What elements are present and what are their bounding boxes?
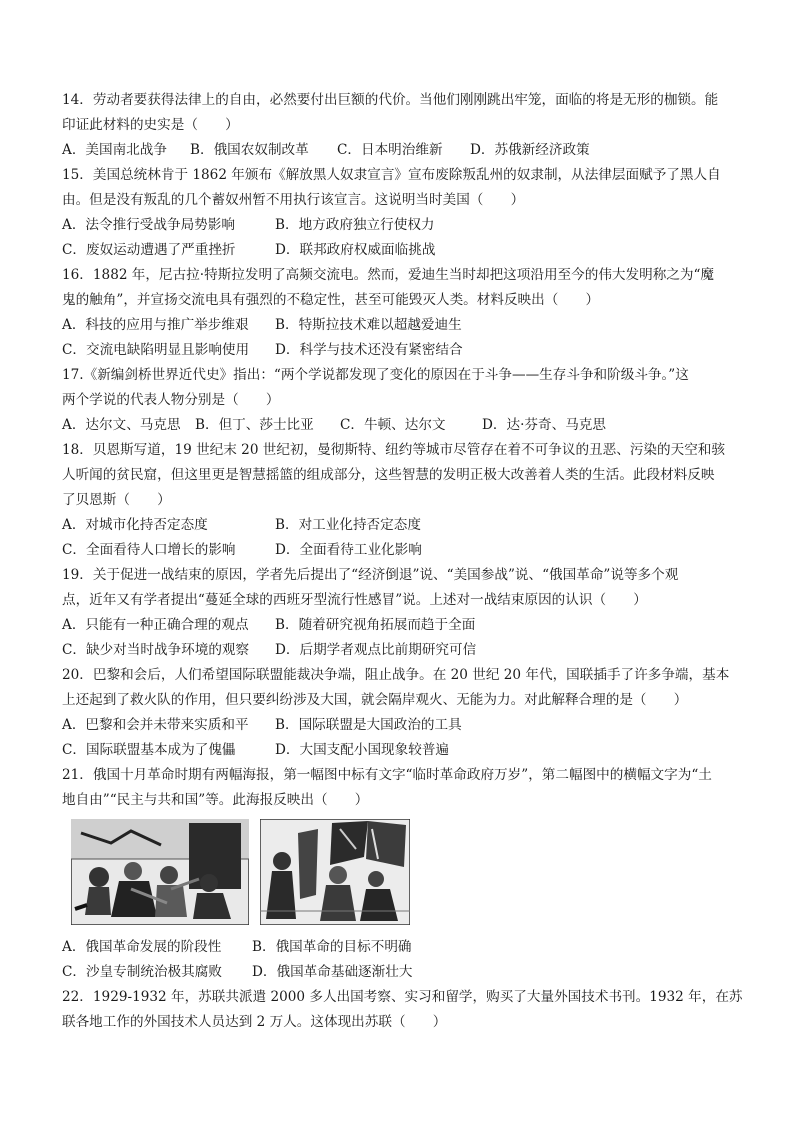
option-a[interactable]: A．对城市化持否定态度 xyxy=(62,517,208,533)
option-d[interactable]: D．全面看待工业化影响 xyxy=(275,542,422,558)
question-18-text: 18．贝恩斯写道，19 世纪末 20 世纪初，曼彻斯特、纽约等城市尽管存在着不可争议的丑恶、污染的天空和骇 xyxy=(62,442,725,458)
question-17-text: 17.《新编剑桥世界近代史》指出：“两个学说都发现了变化的原因在于斗争——生存斗争和阶级斗争。”这 xyxy=(62,367,689,383)
question-22-text: 联各地工作的外国技术人员达到 2 万人。这体现出苏联（ ） xyxy=(62,1014,447,1030)
question-20-text: 20．巴黎和会后，人们希望国际联盟能裁决争端，阻止战争。在 20 世纪 20 年代，国联插手了许多争端，基本 xyxy=(62,667,730,683)
question-21-text: 地自由”“民主与共和国”等。此海报反映出（ ） xyxy=(62,792,369,808)
question-18-text: 了贝恩斯（ ） xyxy=(62,492,171,508)
question-17 xyxy=(62,363,742,438)
option-d[interactable]: D．苏俄新经济政策 xyxy=(470,142,590,158)
question-19-text: 点，近年又有学者提出“蔓延全球的西班牙型流行性感冒”说。上述对一战结束原因的认识（ ） xyxy=(62,592,647,608)
question-21-text: 21．俄国十月革命时期有两幅海报，第一幅图中标有文字“临时革命政府万岁”，第二幅图中的横幅文字为“土 xyxy=(62,767,712,783)
question-16 xyxy=(62,263,742,363)
option-c[interactable]: C．交流电缺陷明显且影响使用 xyxy=(62,342,250,358)
option-b[interactable]: B．但丁、莎士比亚 xyxy=(195,417,314,433)
option-a[interactable]: A．美国南北战争 xyxy=(62,142,167,158)
question-18-text: 人听闻的贫民窟，但这里更是智慧摇篮的组成部分，这些智慧的发明正极大改善着人类的生活。此段材料反映 xyxy=(62,467,715,483)
option-b[interactable]: B．随着研究视角拓展而趋于全面 xyxy=(275,617,476,633)
option-d[interactable]: D．大国支配小国现象较普遍 xyxy=(275,742,450,758)
option-c[interactable]: C．牛顿、达尔文 xyxy=(340,417,446,433)
option-b[interactable]: B．俄国革命的目标不明确 xyxy=(252,939,412,955)
option-a[interactable]: A．法令推行受战争局势影响 xyxy=(62,217,235,233)
option-c[interactable]: C．缺少对当时战争环境的观察 xyxy=(62,642,250,658)
question-21 xyxy=(62,763,742,985)
option-b[interactable]: B．特斯拉技术难以超越爱迪生 xyxy=(275,317,462,333)
question-20-options-row2 xyxy=(62,738,742,763)
question-20-text: 上还起到了救火队的作用，但只要纠纷涉及大国，就会隔岸观火、无能为力。对此解释合理的是（ ） xyxy=(62,692,688,708)
question-14-text: 印证此材料的史实是（ ） xyxy=(62,117,239,133)
option-d[interactable]: D．联邦政府权威面临挑战 xyxy=(275,242,436,258)
question-20-options-row1 xyxy=(62,713,742,738)
question-21-options-row1 xyxy=(62,935,742,960)
question-16-options-row2 xyxy=(62,338,742,363)
option-a[interactable]: A．科技的应用与推广举步维艰 xyxy=(62,317,249,333)
poster-image-1 xyxy=(71,819,249,925)
question-15-text: 由。但是没有叛乱的几个蓄奴州暂不用执行该宣言。这说明当时美国（ ） xyxy=(62,192,525,208)
question-15 xyxy=(62,163,742,263)
question-15-options-row1 xyxy=(62,213,742,238)
question-18-options-row2 xyxy=(62,538,742,563)
option-a[interactable]: A．达尔文、马克思 xyxy=(62,417,181,433)
option-b[interactable]: B．国际联盟是大国政治的工具 xyxy=(275,717,462,733)
option-b[interactable]: B．地方政府独立行使权力 xyxy=(275,217,435,233)
question-15-options-row2 xyxy=(62,238,742,263)
question-14-options xyxy=(62,138,742,163)
question-16-text: 鬼的触角”，并宣扬交流电具有强烈的不稳定性，甚至可能毁灭人类。材料反映出（ ） xyxy=(62,292,600,308)
question-20 xyxy=(62,663,742,763)
option-a[interactable]: A．巴黎和会并未带来实质和平 xyxy=(62,717,249,733)
question-19 xyxy=(62,563,742,663)
question-17-text: 两个学说的代表人物分别是（ ） xyxy=(62,392,280,408)
question-19-options-row2 xyxy=(62,638,742,663)
poster-image-2 xyxy=(260,819,410,925)
option-c[interactable]: C．日本明治维新 xyxy=(337,142,443,158)
option-b[interactable]: B．俄国农奴制改革 xyxy=(190,142,309,158)
exam-page xyxy=(62,88,742,1035)
option-d[interactable]: D．科学与技术还没有紧密结合 xyxy=(275,342,463,358)
option-d[interactable]: D．俄国革命基础逐渐壮大 xyxy=(252,964,413,980)
option-a[interactable]: A．只能有一种正确合理的观点 xyxy=(62,617,249,633)
option-a[interactable]: A．俄国革命发展的阶段性 xyxy=(62,939,222,955)
question-22 xyxy=(62,985,742,1035)
option-c[interactable]: C．全面看待人口增长的影响 xyxy=(62,542,236,558)
option-c[interactable]: C．废奴运动遭遇了严重挫折 xyxy=(62,242,236,258)
option-c[interactable]: C．国际联盟基本成为了傀儡 xyxy=(62,742,236,758)
question-21-options-row2 xyxy=(62,960,742,985)
question-16-options-row1 xyxy=(62,313,742,338)
question-14-text: 14．劳动者要获得法律上的自由，必然要付出巨额的代价。当他们刚刚跳出牢笼，面临的将是无形的枷锁。能 xyxy=(62,92,719,108)
option-c[interactable]: C．沙皇专制统治极其腐败 xyxy=(62,964,222,980)
question-19-options-row1 xyxy=(62,613,742,638)
question-17-options xyxy=(62,413,742,438)
option-b[interactable]: B．对工业化持否定态度 xyxy=(275,517,421,533)
option-d[interactable]: D．达·芬奇、马克思 xyxy=(482,417,606,433)
question-15-text: 15．美国总统林肯于 1862 年颁布《解放黑人奴隶宣言》宣布废除叛乱州的奴隶制，从法律层面赋予了黑人自 xyxy=(62,167,721,183)
question-19-text: 19．关于促进一战结束的原因，学者先后提出了“经济倒退”说、“美国参战”说、“俄国革命”说等多个观 xyxy=(62,567,679,583)
option-d[interactable]: D．后期学者观点比前期研究可信 xyxy=(275,642,477,658)
question-22-text: 22．1929-1932 年，苏联共派遣 2000 多人出国考察、实习和留学，购买了大量外国技术书刊。1932 年，在苏 xyxy=(62,989,743,1005)
poster-figures xyxy=(62,819,742,931)
question-14 xyxy=(62,88,742,163)
question-16-text: 16．1882 年，尼古拉·特斯拉发明了高频交流电。然而，爱迪生当时却把这项沿用至今的伟大发明称之为“魔 xyxy=(62,267,715,283)
question-18-options-row1 xyxy=(62,513,742,538)
question-18 xyxy=(62,438,742,563)
